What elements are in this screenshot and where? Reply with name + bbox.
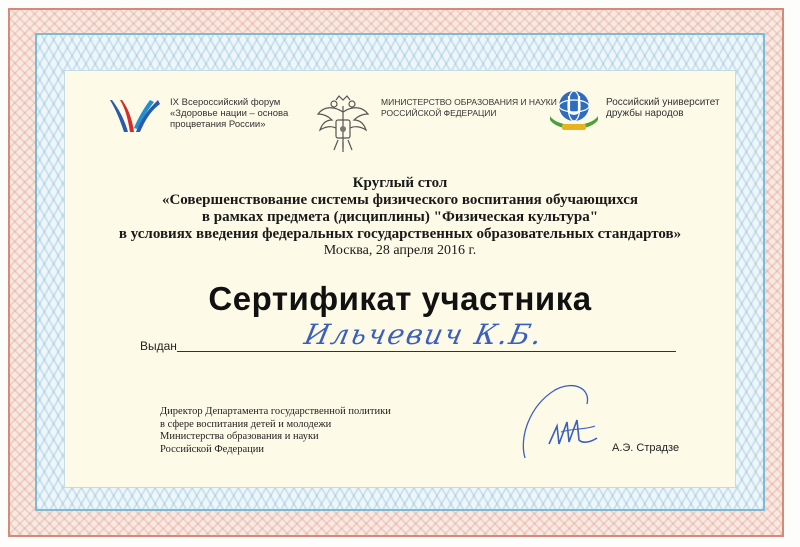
event-date: Москва, 28 апреля 2016 г. (323, 243, 477, 258)
director-title (160, 406, 391, 456)
certificate-title: Сертификат участника (208, 280, 592, 317)
forum-swoosh-logo-icon (106, 96, 162, 136)
recipient-line (177, 351, 676, 352)
director-line-4: Российской Федерации (160, 443, 264, 455)
event-title-line-3: в условиях введения федеральных государственных образовательных стандартов» (118, 226, 682, 242)
recipient-handwritten-name: Ильчевич К.Б. (301, 318, 547, 351)
forum-name (170, 97, 288, 130)
director-line-2: в сфере воспитания детей и молодежи (160, 418, 332, 430)
rudn-globe-logo-icon (544, 86, 602, 136)
double-headed-eagle-emblem-icon (314, 92, 372, 156)
director-signature-icon (515, 382, 610, 462)
ministry-name (381, 97, 557, 119)
event-title-line-2: в рамках предмета (дисциплины) "Физическая культура" (201, 209, 599, 225)
director-line-1: Директор Департамента государственной политики (160, 406, 391, 417)
event-title-line-1: «Совершенствование системы физического воспитания обучающихся (161, 192, 639, 208)
university-line-2: дружбы народов (606, 108, 684, 119)
event-title-block (0, 175, 800, 259)
university-name (606, 97, 720, 119)
issued-label: Выдан (140, 339, 177, 353)
director-line-3: Министерства образования и науки (160, 431, 319, 442)
forum-line-1: IX Всероссийский форум (170, 97, 281, 108)
event-type: Круглый стол (352, 175, 448, 191)
signer-name: А.Э. Страдзе (612, 442, 680, 454)
forum-line-2: «Здоровье нации – основа (170, 108, 289, 119)
forum-line-3: процветания России» (170, 119, 266, 130)
ministry-line-1: МИНИСТЕРСТВО ОБРАЗОВАНИЯ И НАУКИ (381, 97, 557, 107)
university-line-1: Российский университет (606, 97, 720, 108)
ministry-line-2: РОССИЙСКОЙ ФЕДЕРАЦИИ (381, 108, 497, 118)
